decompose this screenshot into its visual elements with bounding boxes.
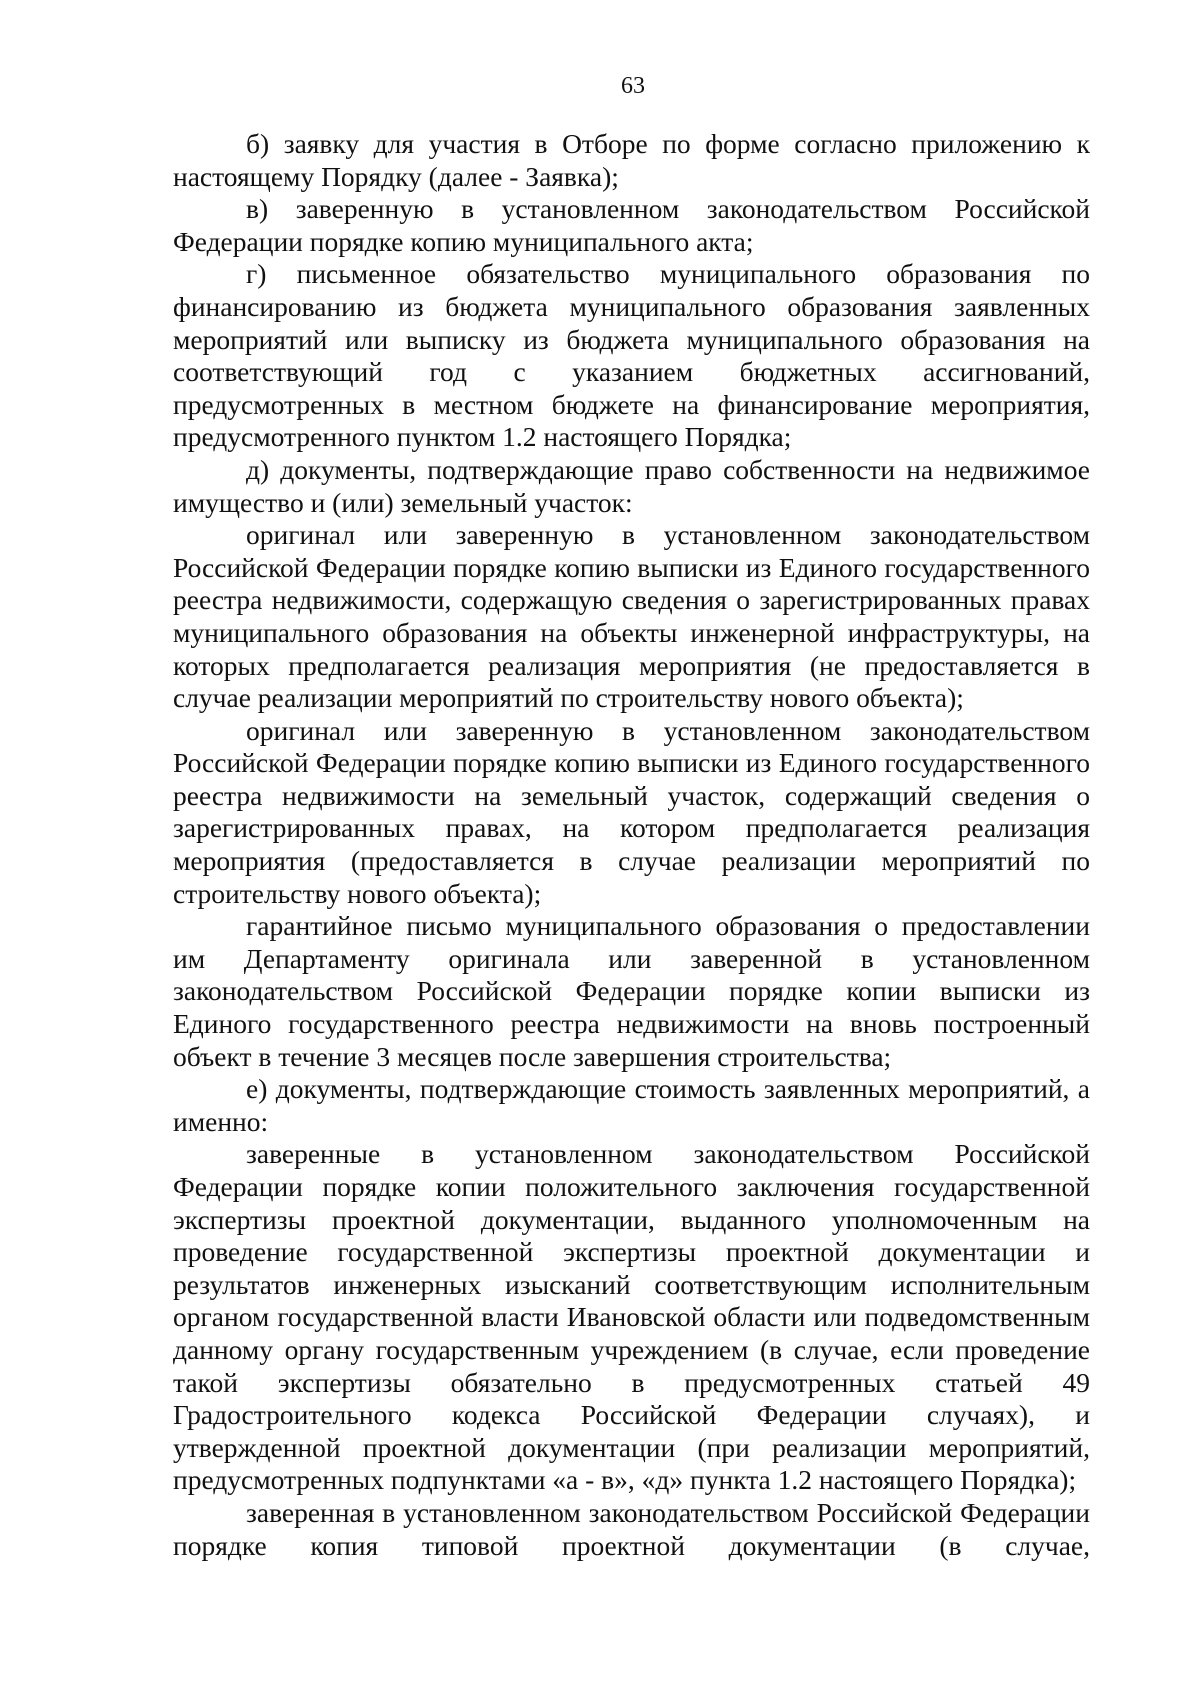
paragraph-g-budget-obligation: г) письменное обязательство муниципального образования по финансированию из бюджета муниципального образования заявленных мероприятий или выписку из бюджета муниципального образования на соответствующий год с указанием бюджетных ассигнований, предусмотренных в местном бюджете на финансирование мероприятия, предусмотренного пунктом 1.2 настоящего Порядка; xyxy=(173,258,1090,453)
document-body xyxy=(173,128,1090,1562)
paragraph-registry-extract-land: оригинал или заверенную в установленном законодательством Российской Федерации порядке копию выписки из Единого государственного реестра недвижимости на земельный участок, содержащий сведения о зарегистрированных правах, на котором предполагается реализация мероприятия (предоставляется в случае реализации мероприятий по строительству нового объекта); xyxy=(173,714,1090,909)
paragraph-e-cost-documents: е) документы, подтверждающие стоимость заявленных мероприятий, а именно: xyxy=(173,1073,1090,1137)
paragraph-v-municipal-act: в) заверенную в установленном законодательством Российской Федерации порядке копию муниципального акта; xyxy=(173,193,1090,257)
paragraph-b-application: б) заявку для участия в Отборе по форме согласно приложению к настоящему Порядку (далее - Заявка); xyxy=(173,128,1090,192)
paragraph-typical-project-documentation: заверенная в установленном законодательством Российской Федерации порядке копия типовой проектной документации (в случае, xyxy=(173,1496,1090,1561)
paragraph-d-ownership-documents: д) документы, подтверждающие право собственности на недвижимое имущество и (или) земельный участок: xyxy=(173,453,1090,518)
paragraph-registry-extract-infrastructure: оригинал или заверенную в установленном законодательством Российской Федерации порядке копию выписки из Единого государственного реестра недвижимости, содержащую сведения о зарегистрированных правах муниципального образования на объекты инженерной инфраструктуры, на которых предполагается реализация мероприятия (не предоставляется в случае реализации мероприятий по строительству нового объекта); xyxy=(173,519,1090,714)
paragraph-expertise-conclusion: заверенные в установленном законодательством Российской Федерации порядке копии положительного заключения государственной экспертизы проектной документации, выданного уполномоченным на проведение государственной экспертизы проектной документации и результатов инженерных изысканий соответствующим исполнительным органом государственной власти Ивановской области или подведомственным данному органу государственным учреждением (в случае, если проведение такой экспертизы обязательно в предусмотренных статьей 49 Градостроительного кодекса Российской Федерации случаях), и утвержденной проектной документации (при реализации мероприятий, предусмотренных подпунктами «а - в», «д» пункта 1.2 настоящего Порядка); xyxy=(173,1138,1090,1496)
page-number: 63 xyxy=(621,73,645,99)
paragraph-guarantee-letter: гарантийное письмо муниципального образования о предоставлении им Департаменту оригинала или заверенной в установленном законодательством Российской Федерации порядке копии выписки из Единого государственного реестра недвижимости на вновь построенный объект в течение 3 месяцев после завершения строительства; xyxy=(173,910,1090,1072)
